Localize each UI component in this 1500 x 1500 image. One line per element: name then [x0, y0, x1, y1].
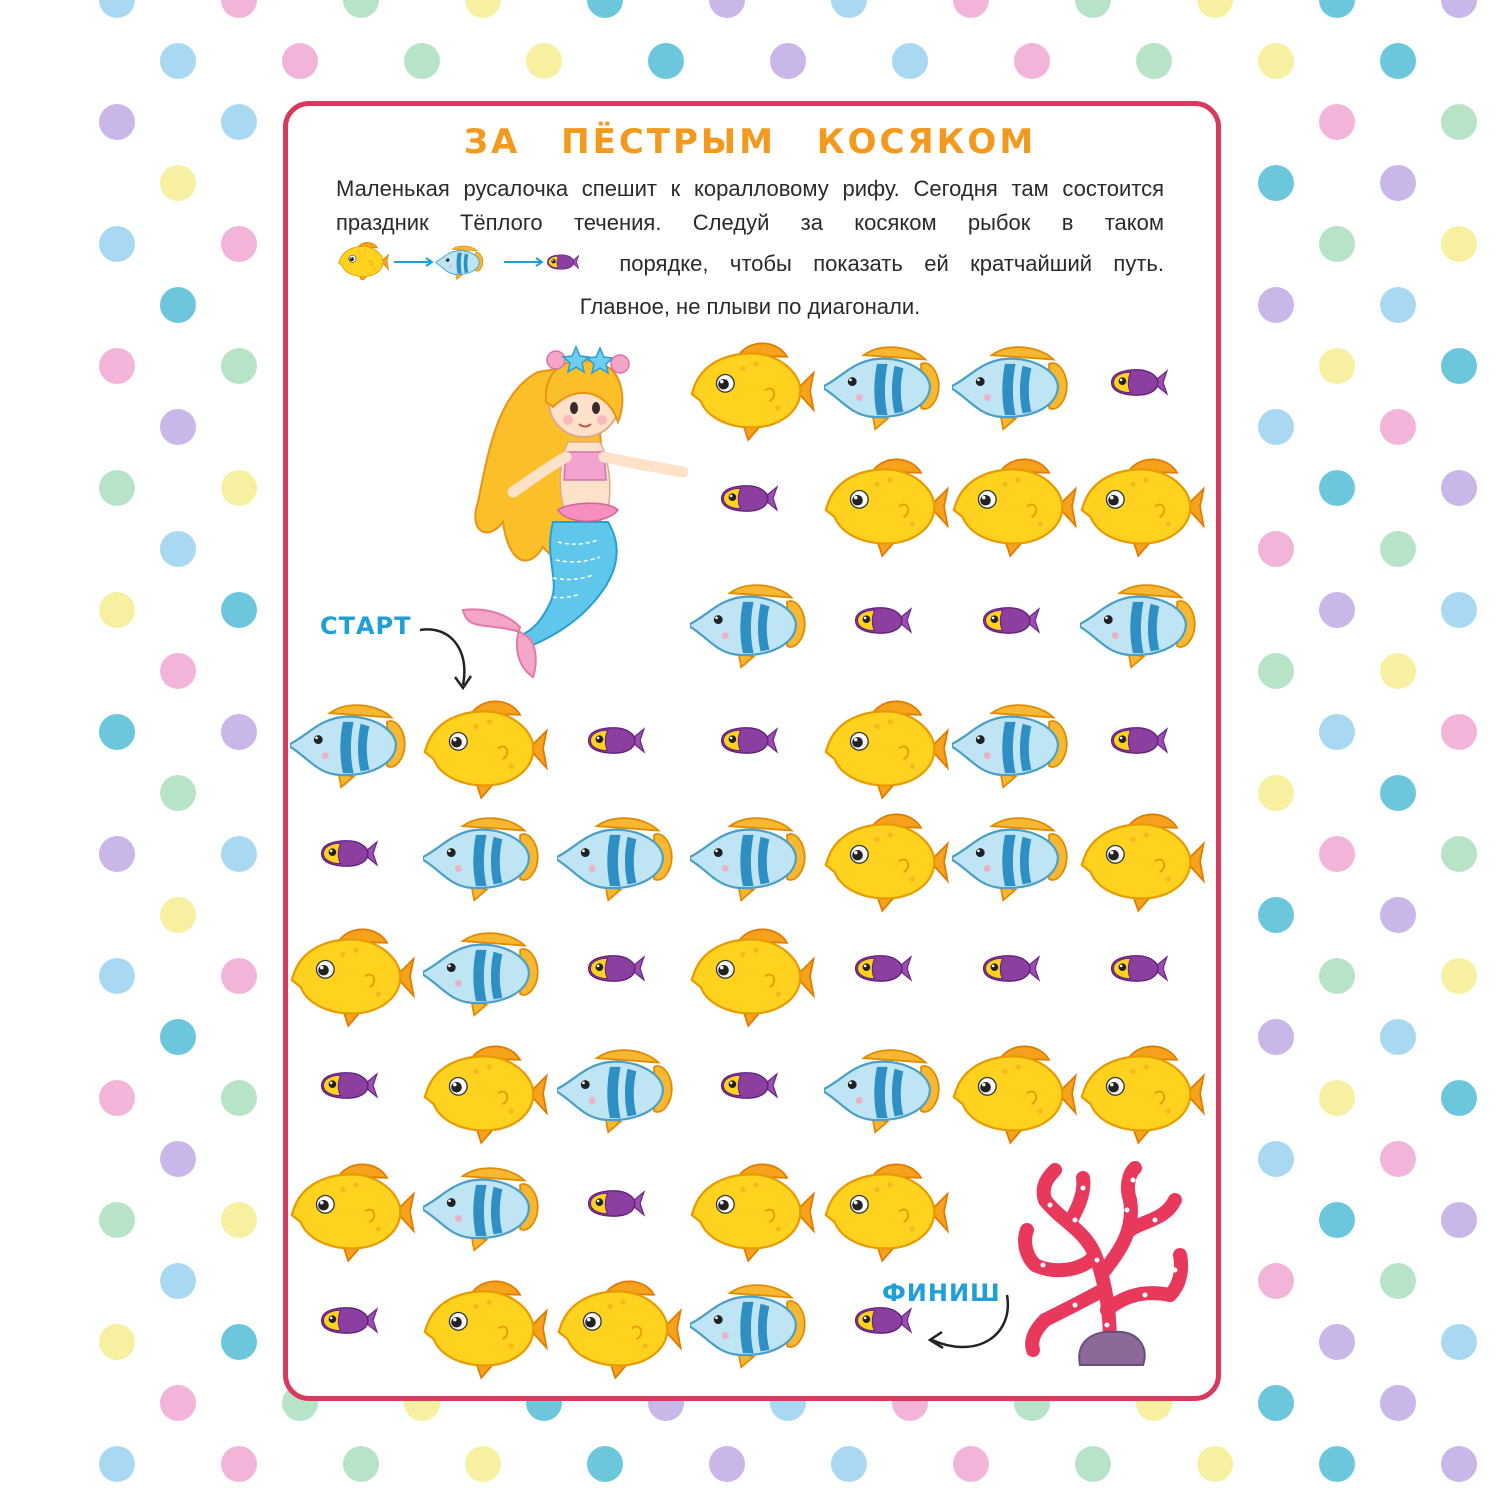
blue-fish-icon[interactable] — [557, 798, 685, 916]
background-dot — [1441, 958, 1477, 994]
background-dot — [465, 1446, 501, 1482]
purple-fish-icon[interactable] — [952, 565, 1080, 683]
yellow-fish-icon[interactable] — [423, 1265, 551, 1383]
background-dot — [831, 1446, 867, 1482]
background-dot — [99, 1080, 135, 1116]
background-dot — [1258, 531, 1294, 567]
background-dot — [1380, 1385, 1416, 1421]
background-dot — [99, 714, 135, 750]
blue-fish-icon[interactable] — [423, 913, 551, 1031]
background-dot — [99, 348, 135, 384]
purple-fish-icon[interactable] — [1080, 685, 1208, 803]
background-dot — [1441, 1080, 1477, 1116]
background-dot — [1441, 226, 1477, 262]
background-dot — [770, 43, 806, 79]
background-dot — [1319, 714, 1355, 750]
yellow-fish-icon[interactable] — [290, 913, 418, 1031]
background-dot — [465, 0, 501, 18]
yellow-fish-icon[interactable] — [952, 1030, 1080, 1148]
instructions-text — [336, 172, 1164, 324]
yellow-fish-icon[interactable] — [1080, 798, 1208, 916]
background-dot — [1258, 1141, 1294, 1177]
background-dot — [587, 1446, 623, 1482]
blue-fish-icon[interactable] — [423, 798, 551, 916]
background-dot — [1258, 1263, 1294, 1299]
background-dot — [1197, 1446, 1233, 1482]
background-dot — [160, 653, 196, 689]
background-dot — [99, 592, 135, 628]
background-dot — [221, 0, 257, 18]
background-dot — [99, 1446, 135, 1482]
purple-fish-icon — [547, 255, 578, 269]
yellow-fish-icon[interactable] — [824, 1148, 952, 1266]
blue-fish-icon[interactable] — [952, 327, 1080, 445]
background-dot — [1319, 470, 1355, 506]
background-dot — [1258, 1019, 1294, 1055]
background-dot — [160, 165, 196, 201]
background-dot — [1258, 897, 1294, 933]
yellow-fish-icon[interactable] — [290, 1148, 418, 1266]
background-dot — [160, 531, 196, 567]
background-dot — [221, 226, 257, 262]
background-dot — [1319, 958, 1355, 994]
yellow-fish-icon[interactable] — [423, 1030, 551, 1148]
background-dot — [343, 1446, 379, 1482]
purple-fish-icon[interactable] — [290, 1265, 418, 1383]
background-dot — [526, 43, 562, 79]
background-dot — [1258, 775, 1294, 811]
purple-fish-icon[interactable] — [824, 565, 952, 683]
background-dot — [221, 1080, 257, 1116]
background-dot — [99, 1324, 135, 1360]
background-dot — [1258, 409, 1294, 445]
background-dot — [160, 1019, 196, 1055]
background-dot — [160, 1141, 196, 1177]
purple-fish-icon[interactable] — [824, 1265, 952, 1383]
background-dot — [1319, 836, 1355, 872]
background-dot — [99, 226, 135, 262]
background-dot — [1319, 226, 1355, 262]
finish-label: ФИНИШ — [882, 1279, 1001, 1307]
purple-fish-icon[interactable] — [290, 798, 418, 916]
background-dot — [1380, 653, 1416, 689]
background-dot — [99, 836, 135, 872]
blue-fish-icon[interactable] — [824, 1030, 952, 1148]
background-dot — [404, 43, 440, 79]
blue-fish-icon[interactable] — [290, 685, 418, 803]
background-dot — [1197, 0, 1233, 18]
background-dot — [282, 43, 318, 79]
background-dot — [709, 0, 745, 18]
background-dot — [221, 714, 257, 750]
yellow-fish-icon[interactable] — [557, 1265, 685, 1383]
background-dot — [1441, 592, 1477, 628]
background-dot — [221, 1324, 257, 1360]
background-dot — [1319, 1080, 1355, 1116]
purple-fish-icon[interactable] — [690, 1030, 818, 1148]
background-dot — [99, 1202, 135, 1238]
yellow-fish-icon[interactable] — [824, 798, 952, 916]
background-dot — [1319, 1324, 1355, 1360]
instructions-part-1: Маленькая русалочка спешит к коралловому рифу. Сегодня там состоится праздник Тёплого течения. Следуй за косяком рыбок в таком — [336, 176, 1164, 235]
yellow-fish-icon[interactable] — [952, 443, 1080, 561]
background-dot — [1441, 0, 1477, 18]
purple-fish-icon[interactable] — [557, 913, 685, 1031]
yellow-fish-icon[interactable] — [1080, 1030, 1208, 1148]
background-dot — [1319, 0, 1355, 18]
blue-fish-icon[interactable] — [690, 565, 818, 683]
sequence-hint — [336, 240, 598, 290]
background-dot — [221, 836, 257, 872]
background-dot — [160, 775, 196, 811]
yellow-fish-icon[interactable] — [690, 327, 818, 445]
background-dot — [648, 43, 684, 79]
background-dot — [221, 592, 257, 628]
background-dot — [221, 470, 257, 506]
background-dot — [343, 0, 379, 18]
background-dot — [160, 1263, 196, 1299]
yellow-fish-icon[interactable] — [824, 443, 952, 561]
background-dot — [1380, 409, 1416, 445]
background-dot — [1441, 1202, 1477, 1238]
purple-fish-icon[interactable] — [1080, 913, 1208, 1031]
purple-fish-icon[interactable] — [1080, 327, 1208, 445]
purple-fish-icon[interactable] — [690, 685, 818, 803]
background-dot — [99, 0, 135, 18]
yellow-fish-icon[interactable] — [690, 1148, 818, 1266]
background-dot — [1380, 1141, 1416, 1177]
background-dot — [892, 43, 928, 79]
background-dot — [221, 1446, 257, 1482]
background-dot — [709, 1446, 745, 1482]
instructions-part-2: порядке, чтобы показать ей кратчайший путь. Главное, не плыви по диагонали. — [579, 250, 1164, 319]
background-dot — [1258, 165, 1294, 201]
blue-fish-icon[interactable] — [824, 327, 952, 445]
background-dot — [1380, 775, 1416, 811]
background-dot — [1380, 165, 1416, 201]
yellow-fish-icon[interactable] — [824, 685, 952, 803]
background-dot — [587, 0, 623, 18]
background-dot — [1380, 43, 1416, 79]
coral-reef-illustration — [1015, 1160, 1190, 1370]
background-dot — [1075, 0, 1111, 18]
background-dot — [1014, 43, 1050, 79]
background-dot — [1319, 1202, 1355, 1238]
background-dot — [160, 287, 196, 323]
purple-fish-icon[interactable] — [952, 913, 1080, 1031]
background-dot — [1258, 1385, 1294, 1421]
yellow-fish-icon[interactable] — [1080, 443, 1208, 561]
blue-fish-icon[interactable] — [423, 1148, 551, 1266]
start-arrow-icon — [415, 620, 485, 695]
background-dot — [953, 0, 989, 18]
background-dot — [1380, 1263, 1416, 1299]
blue-fish-icon[interactable] — [690, 798, 818, 916]
background-dot — [1380, 531, 1416, 567]
background-dot — [1258, 43, 1294, 79]
background-dot — [1380, 897, 1416, 933]
background-dot — [160, 1385, 196, 1421]
blue-fish-icon[interactable] — [1080, 565, 1208, 683]
yellow-fish-icon[interactable] — [423, 685, 551, 803]
blue-fish-icon[interactable] — [952, 798, 1080, 916]
background-dot — [221, 1202, 257, 1238]
background-dot — [160, 897, 196, 933]
background-dot — [221, 958, 257, 994]
background-dot — [99, 958, 135, 994]
background-dot — [831, 0, 867, 18]
background-dot — [1258, 287, 1294, 323]
background-dot — [1441, 348, 1477, 384]
blue-fish-icon — [436, 246, 483, 280]
background-dot — [160, 43, 196, 79]
background-dot — [1441, 1324, 1477, 1360]
background-dot — [99, 470, 135, 506]
yellow-fish-icon[interactable] — [690, 913, 818, 1031]
purple-fish-icon[interactable] — [557, 685, 685, 803]
background-dot — [1441, 714, 1477, 750]
background-dot — [1136, 43, 1172, 79]
background-dot — [1380, 287, 1416, 323]
background-dot — [953, 1446, 989, 1482]
background-dot — [160, 409, 196, 445]
purple-fish-icon[interactable] — [290, 1030, 418, 1148]
mermaid-illustration — [458, 332, 698, 682]
background-dot — [1441, 470, 1477, 506]
purple-fish-icon[interactable] — [557, 1148, 685, 1266]
page-title: ЗА ПЁСТРЫМ КОСЯКОМ — [463, 122, 1037, 162]
blue-fish-icon[interactable] — [952, 685, 1080, 803]
start-label: СТАРТ — [320, 612, 412, 640]
background-dot — [1441, 836, 1477, 872]
blue-fish-icon[interactable] — [557, 1030, 685, 1148]
background-dot — [1380, 1019, 1416, 1055]
yellow-fish-icon — [339, 242, 389, 280]
background-dot — [1258, 653, 1294, 689]
background-dot — [1441, 1446, 1477, 1482]
background-dot — [1319, 1446, 1355, 1482]
background-dot — [1075, 1446, 1111, 1482]
background-dot — [221, 348, 257, 384]
blue-fish-icon[interactable] — [690, 1265, 818, 1383]
purple-fish-icon[interactable] — [824, 913, 952, 1031]
purple-fish-icon[interactable] — [690, 443, 818, 561]
background-dot — [1319, 348, 1355, 384]
background-dot — [1319, 592, 1355, 628]
